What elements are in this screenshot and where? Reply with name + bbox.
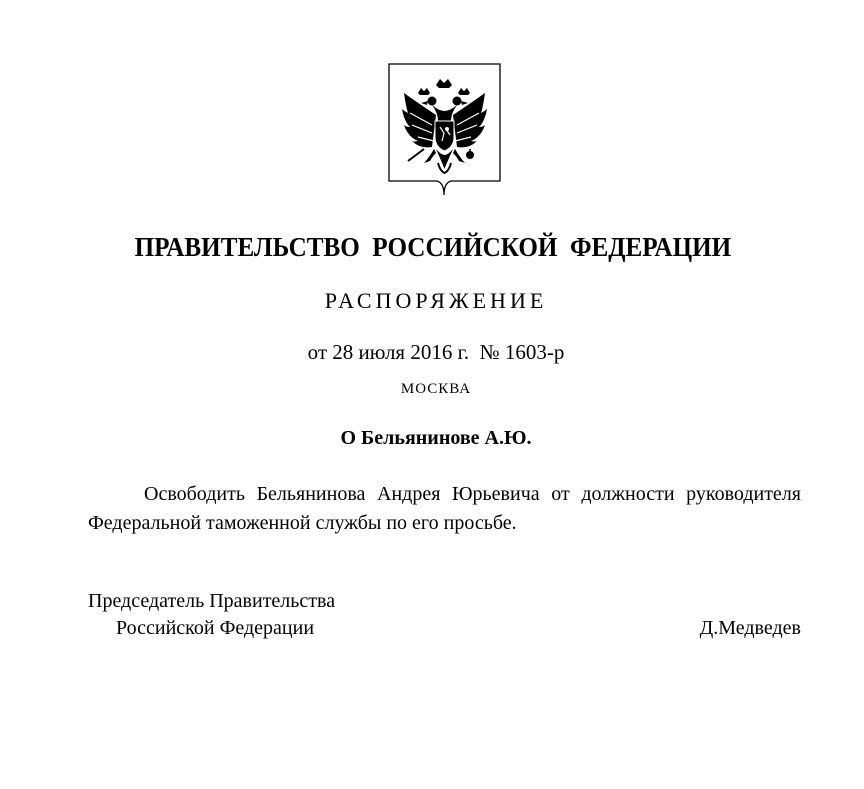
body-paragraph: Освободить Бельянинова Андрея Юрьевича от должности руководителя Федеральной таможенной службы по его просьбе. bbox=[88, 483, 801, 534]
government-title bbox=[31, 232, 835, 263]
coat-of-arms-emblem bbox=[388, 63, 501, 196]
signatory-name: Д.Медведев bbox=[699, 617, 801, 639]
document-body bbox=[88, 480, 801, 538]
government-title-text: ПРАВИТЕЛЬСТВО РОССИЙСКОЙ ФЕДЕРАЦИИ bbox=[134, 232, 732, 262]
coat-of-arms-icon bbox=[388, 63, 501, 196]
signatory-title-line-1: Председатель Правительства bbox=[88, 590, 336, 612]
document-city: МОСКВА bbox=[400, 381, 472, 397]
document-date-number: от 28 июля 2016 г. № 1603-р bbox=[307, 340, 565, 364]
document-subject: О Бельянинове А.Ю. bbox=[340, 427, 532, 449]
signatory-title-line-2: Российской Федерации bbox=[116, 617, 315, 639]
document-type: РАСПОРЯЖЕНИЕ bbox=[324, 288, 548, 313]
